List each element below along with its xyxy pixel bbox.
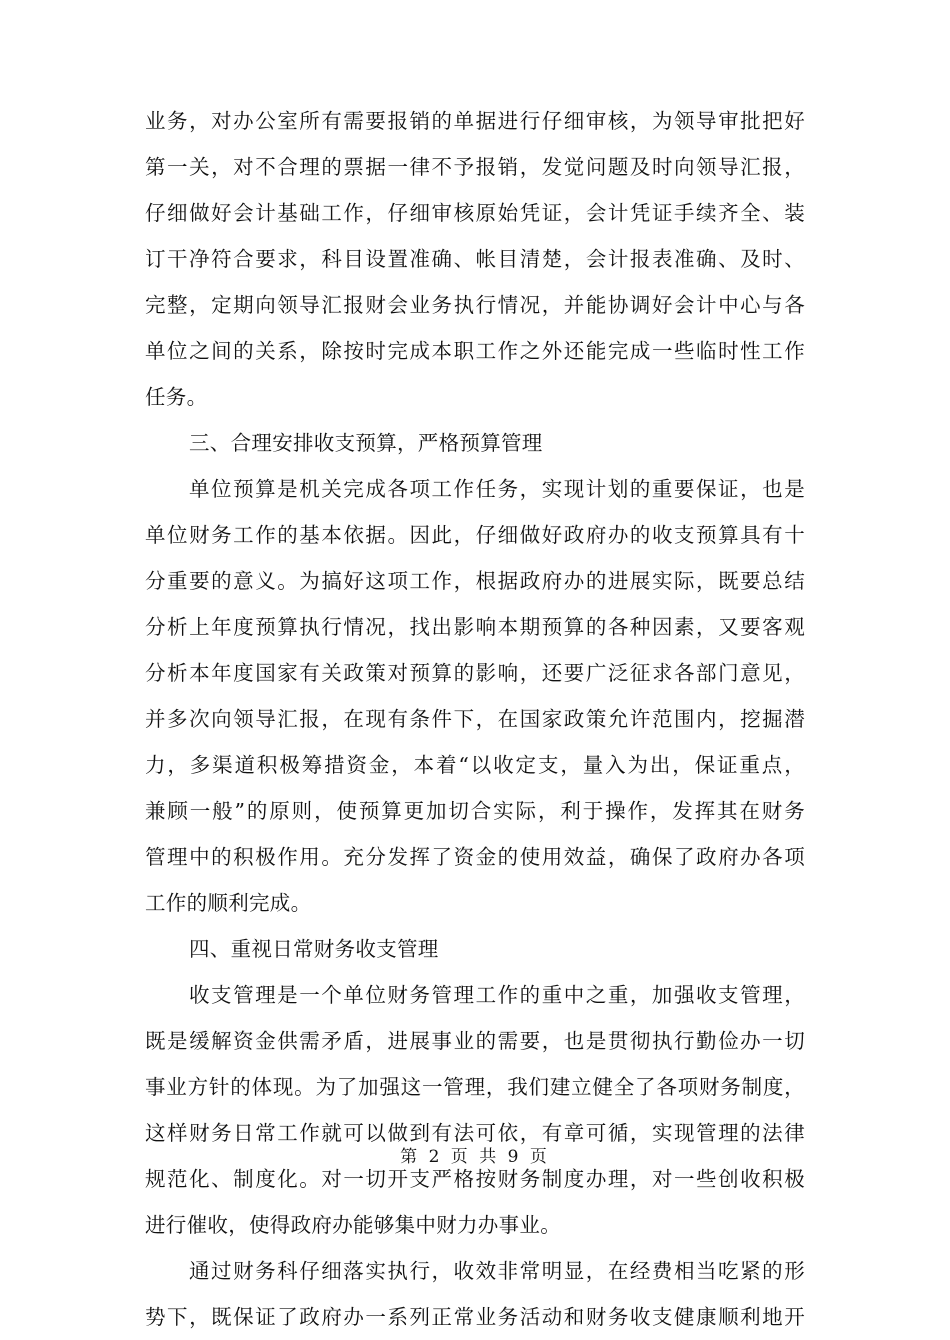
text-line: 事业方针的体现。为了加强这一管理，我们建立健全了各项财务制度， xyxy=(145,1075,805,1099)
text-line: 工作的顺利完成。 xyxy=(145,891,312,915)
text-line: 订干净符合要求，科目设置准确、帐目清楚，会计报表准确、及时、 xyxy=(145,247,805,271)
text-line: 通过财务科仔细落实执行，收效非常明显，在经费相当吃紧的形 xyxy=(189,1259,805,1283)
text-line: 进行催收，使得政府办能够集中财力办事业。 xyxy=(145,1213,561,1237)
text-line: 既是缓解资金供需矛盾，进展事业的需要，也是贯彻执行勤俭办一切 xyxy=(145,1029,805,1053)
text-line: 三、合理安排收支预算，严格预算管理 xyxy=(189,431,543,455)
text-line: 兼顾一般”的原则，使预算更加切合实际，利于操作，发挥其在财务 xyxy=(145,799,805,823)
text-line: 业务，对办公室所有需要报销的单据进行仔细审核，为领导审批把好 xyxy=(145,109,805,133)
text-line: 完整，定期向领导汇报财会业务执行情况，并能协调好会计中心与各 xyxy=(145,293,805,317)
text-line: 仔细做好会计基础工作，仔细审核原始凭证，会计凭证手续齐全、装 xyxy=(145,201,805,225)
text-line: 任务。 xyxy=(145,385,208,409)
text-line: 第一关，对不合理的票据一律不予报销，发觉问题及时向领导汇报， xyxy=(145,155,805,179)
text-line: 这样财务日常工作就可以做到有法可依，有章可循，实现管理的法律 xyxy=(145,1121,805,1145)
text-line: 分重要的意义。为搞好这项工作，根据政府办的进展实际，既要总结 xyxy=(145,569,805,593)
text-line: 四、重视日常财务收支管理 xyxy=(189,937,439,961)
text-line: 管理中的积极作用。充分发挥了资金的使用效益，确保了政府办各项 xyxy=(145,845,805,869)
text-line: 单位财务工作的基本依据。因此，仔细做好政府办的收支预算具有十 xyxy=(145,523,805,547)
page-number-footer: 第 2 页 共 9 页 xyxy=(400,1147,550,1167)
text-line: 并多次向领导汇报，在现有条件下，在国家政策允许范围内，挖掘潜 xyxy=(145,707,805,731)
text-line: 势下，既保证了政府办一系列正常业务活动和财务收支健康顺利地开 xyxy=(145,1305,805,1329)
text-line: 规范化、制度化。对一切开支严格按财务制度办理，对一些创收积极 xyxy=(145,1167,805,1191)
text-line: 单位之间的关系，除按时完成本职工作之外还能完成一些临时性工作 xyxy=(145,339,805,363)
text-line: 力，多渠道积极筹措资金，本着“以收定支，量入为出，保证重点， xyxy=(145,753,805,777)
text-line: 分析本年度国家有关政策对预算的影响，还要广泛征求各部门意见， xyxy=(145,661,805,685)
text-line: 收支管理是一个单位财务管理工作的重中之重，加强收支管理， xyxy=(189,983,805,1007)
text-line: 分析上年度预算执行情况，找出影响本期预算的各种因素，又要客观 xyxy=(145,615,805,639)
text-line: 单位预算是机关完成各项工作任务，实现计划的重要保证，也是 xyxy=(189,477,805,501)
